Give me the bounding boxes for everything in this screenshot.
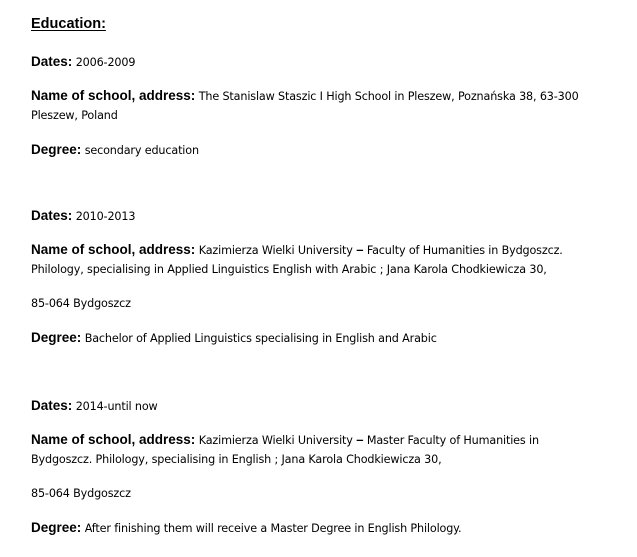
degree-label: Degree:	[31, 330, 82, 345]
degree-label: Degree:	[31, 520, 82, 535]
entry-2-dates	[31, 206, 625, 226]
school-value-line1: The Stanislaw Staszic I High School in Pleszew, Poznańska 38, 63-300	[198, 90, 579, 103]
entry-3-address	[31, 484, 625, 503]
dates-value: 2010-2013	[75, 210, 136, 223]
entry-1-degree	[31, 140, 625, 160]
school-name: Kazimierza Wielki University	[198, 434, 353, 447]
dash-separator: –	[356, 242, 364, 257]
degree-value: After finishing them will receive a Master Degree in English Philology.	[84, 522, 462, 535]
entry-2-address	[31, 294, 625, 313]
degree-value: secondary education	[84, 144, 199, 157]
dates-value: 2006-2009	[75, 56, 136, 69]
entry-2-school	[31, 240, 625, 260]
entry-3-school	[31, 430, 625, 450]
section-heading: Education:	[31, 16, 106, 32]
school-value-line2: Bydgoszcz. Philology, specialising in English ; Jana Karola Chodkiewicza 30,	[31, 453, 442, 466]
degree-value: Bachelor of Applied Linguistics specialising in English and Arabic	[84, 332, 437, 345]
dates-value: 2014-until now	[75, 400, 158, 413]
school-value-line1: Faculty of Humanities in Bydgoszcz.	[366, 244, 563, 257]
school-value-line2: Philology, specialising in Applied Linguistics English with Arabic ; Jana Karola Chodkiewicza 30,	[31, 263, 547, 276]
dates-label: Dates:	[31, 54, 73, 69]
degree-label: Degree:	[31, 142, 82, 157]
dates-label: Dates:	[31, 208, 73, 223]
entry-2-school-cont	[31, 260, 625, 279]
school-label: Name of school, address:	[31, 88, 196, 103]
entry-2-degree	[31, 328, 625, 348]
entry-1-school	[31, 86, 625, 106]
school-label: Name of school, address:	[31, 432, 196, 447]
entry-1-school-cont	[31, 106, 625, 125]
school-value-line2: Pleszew, Poland	[31, 109, 118, 122]
school-name: Kazimierza Wielki University	[198, 244, 353, 257]
school-label: Name of school, address:	[31, 242, 196, 257]
entry-3-school-cont	[31, 450, 625, 469]
entry-1-dates	[31, 52, 625, 72]
school-value-line3: 85-064 Bydgoszcz	[31, 487, 131, 500]
school-value-line3: 85-064 Bydgoszcz	[31, 297, 131, 310]
entry-3-dates	[31, 396, 625, 416]
school-value-line1: Master Faculty of Humanities in	[366, 434, 539, 447]
entry-3-degree	[31, 518, 625, 538]
dates-label: Dates:	[31, 398, 73, 413]
dash-separator: –	[356, 432, 364, 447]
